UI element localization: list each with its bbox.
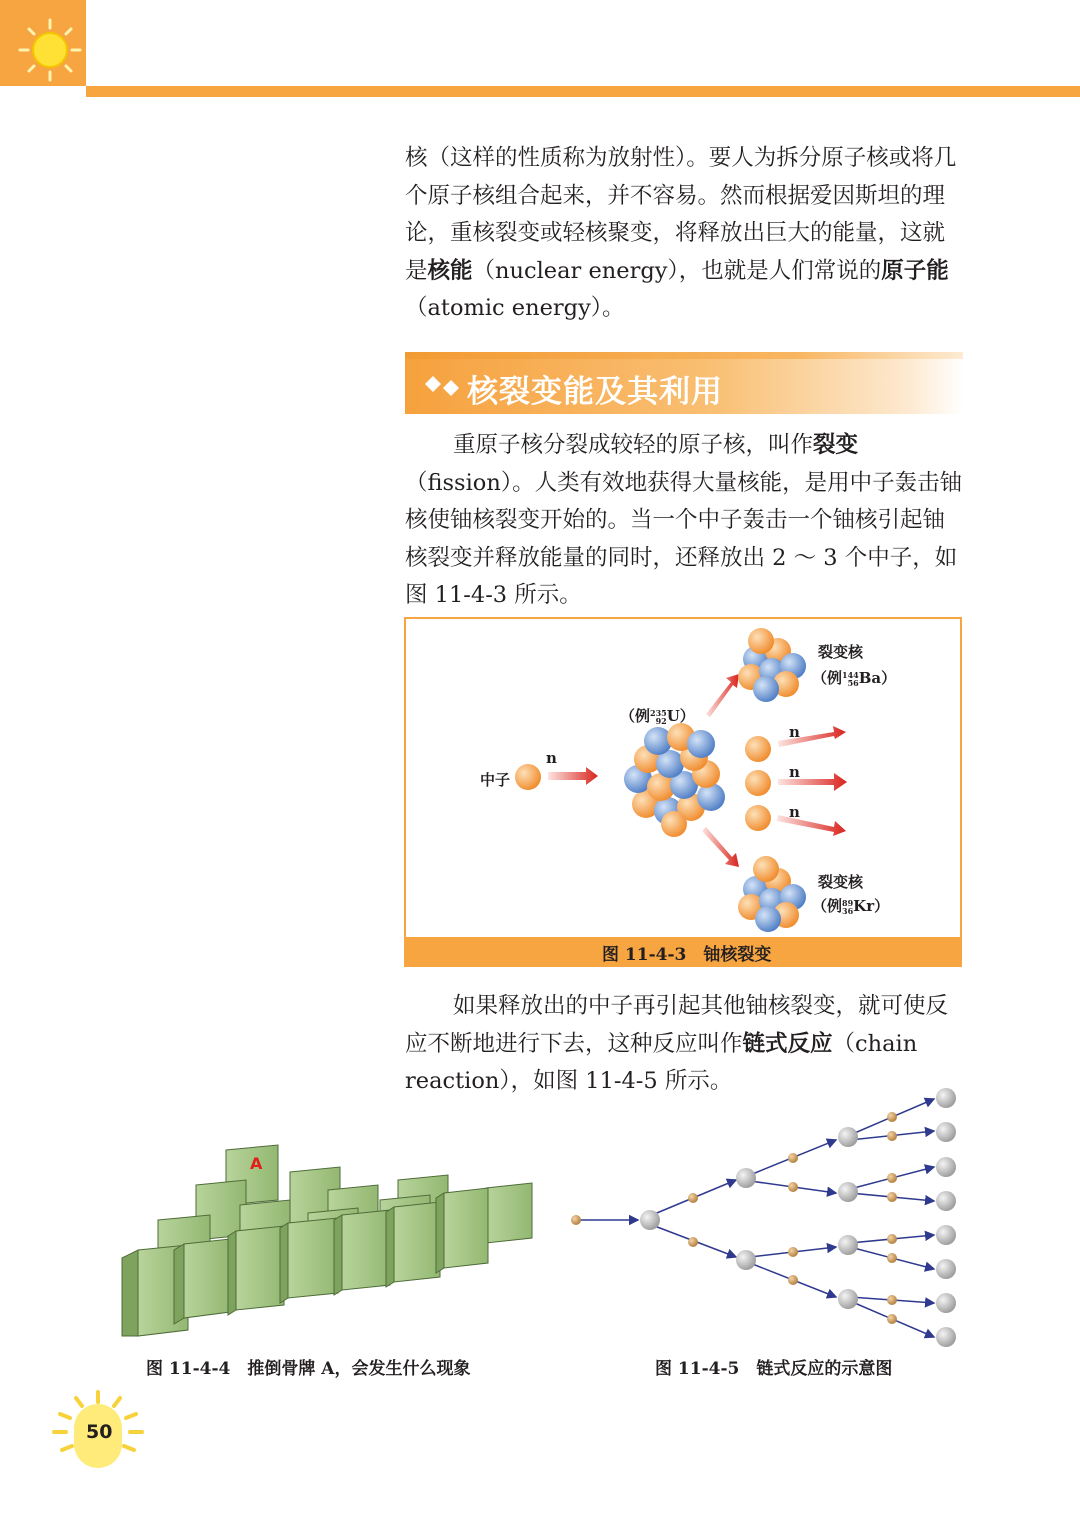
sun-icon bbox=[0, 0, 86, 86]
diamond-icon bbox=[423, 374, 467, 398]
chain-nuclei bbox=[640, 1088, 956, 1347]
label-n-3: n bbox=[789, 803, 800, 821]
arrow-to-kr bbox=[702, 827, 739, 867]
page-number: 50 bbox=[86, 1421, 113, 1443]
neutron-arrow-3 bbox=[777, 815, 846, 836]
figure-caption-11-4-4: 图 11-4-4 推倒骨牌 A，会发生什么现象 bbox=[146, 1359, 471, 1379]
header-rule bbox=[86, 86, 1080, 97]
term-fission: 裂变 bbox=[813, 432, 859, 458]
label-uranium: （例235 92U） bbox=[620, 707, 695, 726]
label-krypton: （例89 36Kr） bbox=[812, 897, 890, 916]
header-corner bbox=[0, 0, 86, 86]
label-n-1: n bbox=[789, 723, 800, 741]
header-band bbox=[0, 0, 1080, 97]
released-neutron-2 bbox=[745, 770, 771, 796]
released-neutron-1 bbox=[745, 736, 771, 762]
section-title: 核裂变能及其利用 bbox=[467, 374, 723, 410]
fission-paragraph: 重原子核分裂成较轻的原子核，叫作裂变（fission）。人类有效地获得大量核能，是用中子轰击铀核使铀核裂变开始的。当一个中子轰击一个铀核引起铀核裂变并释放能量的同时，还释放出 2 ～ 3 个中子，如图 11-4-3 所示。 bbox=[405, 432, 963, 608]
figure-dominoes bbox=[118, 1140, 538, 1340]
term-chain-reaction: 链式反应 bbox=[742, 1030, 833, 1057]
label-n-incoming: n bbox=[546, 749, 557, 767]
figure-caption-bar bbox=[406, 937, 960, 965]
term-nuclear-energy: 核能 bbox=[427, 257, 473, 284]
domino-a-label: A bbox=[250, 1154, 263, 1173]
section-heading-rule bbox=[405, 352, 963, 359]
chain-links bbox=[576, 1099, 934, 1337]
figure-chain-reaction-tree bbox=[566, 1085, 966, 1350]
label-fission-nucleus-ba: 裂变核 bbox=[818, 643, 864, 661]
intro-paragraph: 核（这样的性质称为放射性）。要人为拆分原子核或将几个原子核组合起来，并不容易。然而根据爱因斯坦的理论，重核裂变或轻核聚变，将释放出巨大的能量，这就是核能（nuclear energy），也就是人们常说的原子能（atomic energy）。 bbox=[405, 145, 957, 321]
incoming-arrow bbox=[548, 767, 598, 785]
label-barium: （例144 56Ba） bbox=[812, 669, 897, 688]
label-neutron: 中子 bbox=[480, 771, 511, 789]
label-fission-nucleus-kr: 裂变核 bbox=[818, 873, 864, 891]
barium-nucleus bbox=[738, 628, 806, 702]
released-neutron-3 bbox=[745, 805, 771, 831]
figure-caption-11-4-3: 图 11-4-3 铀核裂变 bbox=[602, 945, 772, 965]
label-n-2: n bbox=[789, 763, 800, 781]
figure-caption-11-4-5: 图 11-4-5 链式反应的示意图 bbox=[655, 1359, 893, 1379]
uranium-nucleus bbox=[624, 723, 725, 837]
krypton-nucleus bbox=[738, 856, 806, 932]
chain-paragraph: 如果释放出的中子再引起其他铀核裂变，就可使反应不断地进行下去，这种反应叫作链式反应（chain reaction），如图 11-4-5 所示。 bbox=[405, 993, 949, 1094]
figure-uranium-fission bbox=[404, 617, 962, 967]
section-heading bbox=[405, 352, 963, 414]
arrow-to-ba bbox=[706, 674, 739, 717]
term-atomic-energy: 原子能 bbox=[881, 257, 949, 284]
incoming-neutron bbox=[515, 764, 541, 790]
